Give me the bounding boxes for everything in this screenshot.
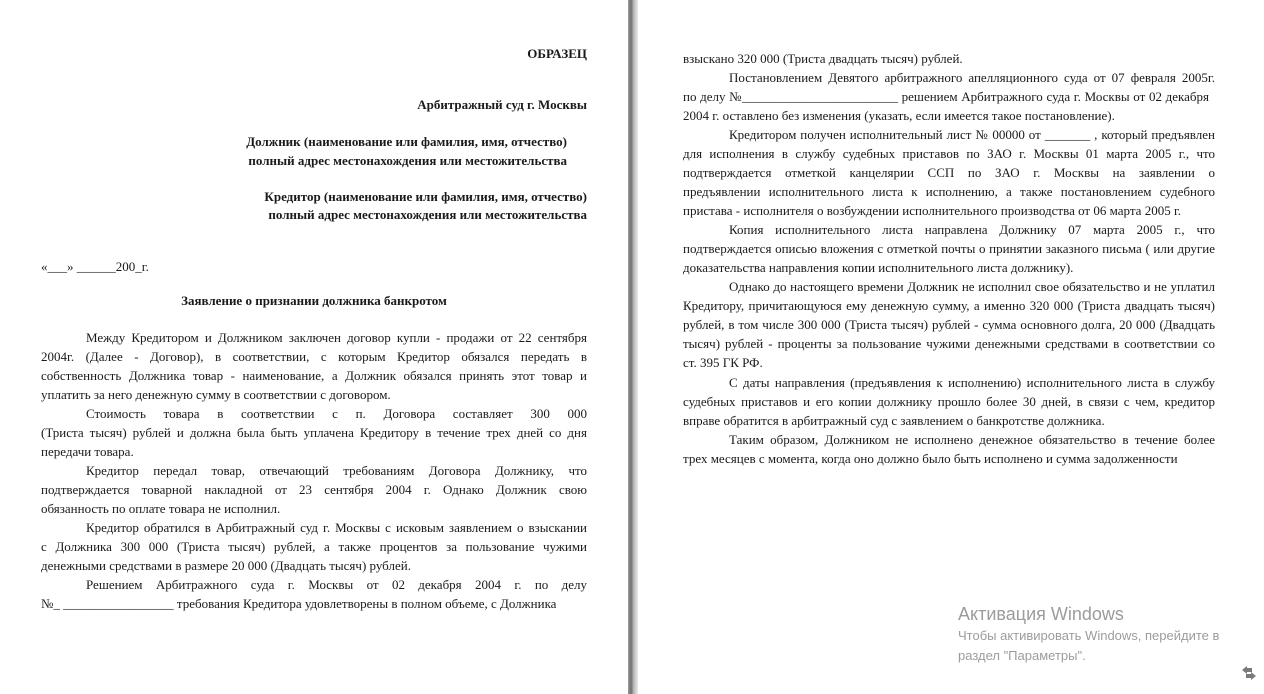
body-line: ст. 395 ГК РФ. [683,355,763,370]
resize-arrows-icon[interactable] [1240,664,1258,682]
activation-watermark-line: Чтобы активировать Windows, перейдите в [958,628,1220,643]
body-line: собственность Должника товар - наименование, а Должник обязался принять этот товар и [41,368,587,383]
body-line: Решением Арбитражного суда г. Москвы от 02 декабря 2004 г. по делу [86,577,587,592]
body-line: пристава - исполнителя о возбуждении исполнительного производства от 06 марта 2005 г. [683,203,1182,218]
date-line: «___» ______200_г. [41,259,149,274]
body-line: трех месяцев с момента, когда оно должно было быть исполнено и сумма задолженности [683,451,1178,466]
activation-watermark-line: раздел "Параметры". [958,648,1086,663]
body-line: Однако до настоящего времени Должник не исполнил свое обязательство и не уплатил [729,279,1215,294]
body-line: Стоимость товара в соответствии с п. Договора составляет 300 000 [86,406,587,421]
body-line: предъявлении исполнительного листа к исполнению, а также постановлением судебного [683,184,1215,199]
body-line: Кредитор передал товар, отвечающий требованиям Договора Должнику, что [86,463,587,478]
body-line: уплатить за него денежную сумму в соответствии с договором. [41,387,391,402]
body-line: взыскано 320 000 (Триста двадцать тысяч) рублей. [683,51,963,66]
body-line: с Должника 300 000 (Триста тысяч) рублей, а также процентов за пользование чужими [41,539,587,554]
body-line: денежными средствами в размере 20 000 (Двадцать тысяч) рублей. [41,558,411,573]
body-line: 2004г. (Далее - Договор), в соответствии, с которым Кредитор обязался передать в [41,349,587,364]
creditor-name-line: Кредитор (наименование или фамилия, имя, отчество) [264,189,587,204]
body-line: Копия исполнительного листа направлена Должнику 07 марта 2005 г., что [729,222,1215,237]
body-line: передачи товара. [41,444,134,459]
activation-watermark-title: Активация Windows [958,604,1124,624]
body-line: по делу №________________________ решением Арбитражного суда г. Москвы от 02 декабря [683,89,1209,104]
debtor-name-line: Должник (наименование или фамилия, имя, отчество) [246,134,567,149]
debtor-address-line: полный адрес местонахождения или местожительства [248,153,567,168]
body-line: обязанность по оплате товара не исполнил. [41,501,281,516]
body-line: Кредитору, причитающуюся ему денежную сумму, а именно 320 000 (Триста двадцать тысяч) [683,298,1215,313]
document-title: Заявление о признании должника банкротом [181,293,447,308]
body-line: С даты направления (предъявления к исполнению) исполнительного листа в службу [729,375,1215,390]
body-line: Кредитором получен исполнительный лист № 00000 от _______ , который предъявлен [729,127,1215,142]
document-page-right [638,0,1264,694]
body-line: подтверждается отметкой канцелярии ССП по ЗАО г. Москвы на заявлении о [683,165,1215,180]
body-line: 2004 г. оставлено без изменения (указать, если имеется такое постановление). [683,108,1115,123]
body-line: Между Кредитором и Должником заключен договор купли - продажи от 22 сентября [86,330,587,345]
body-line: доказательства направления копии исполнительного листа должнику). [683,260,1074,275]
creditor-address-line: полный адрес местонахождения или местожительства [268,207,587,222]
page-gutter [628,0,638,694]
body-line: для исполнения в службу судебных приставов по ЗАО г. Москвы 01 марта 2005 г., что [683,146,1215,161]
body-line: Кредитор обратился в Арбитражный суд г. Москвы с исковым заявлением о взыскании [86,520,587,535]
body-line: подтверждается описью вложения с отметкой почты о принятии заказного письма ( или другие [683,241,1215,256]
body-line: Постановлением Девятого арбитражного апелляционного суда от 07 февраля 2005г. [729,70,1215,85]
court-name: Арбитражный суд г. Москвы [417,97,587,112]
body-line: вправе обратится в арбитражный суд с заявлением о банкротстве должника. [683,413,1105,428]
document-page-left [0,0,628,694]
body-line: рублей, в том числе 300 000 (Триста тысяч) рублей - сумма основного долга, 20 000 (Двадцать [683,317,1215,332]
sample-label: ОБРАЗЕЦ [527,46,587,61]
body-line: тысяч) рублей - проценты за пользование чужими денежными средствами в соответствии со [683,336,1215,351]
body-line: подтверждается товарной накладной от 23 сентября 2004 г. Однако Должник свою [41,482,587,497]
body-line: №_ _________________ требования Кредитора удовлетворены в полном объеме, с Должника [41,596,557,611]
body-line: Таким образом, Должником не исполнено денежное обязательство в течение более [729,432,1215,447]
body-line: (Триста тысяч) рублей и должна была быть уплачена Кредитору в течение трех дней со дня [41,425,587,440]
body-line: судебных приставов и его копии должнику прошло более 30 дней, в связи с чем, кредитор [683,394,1215,409]
